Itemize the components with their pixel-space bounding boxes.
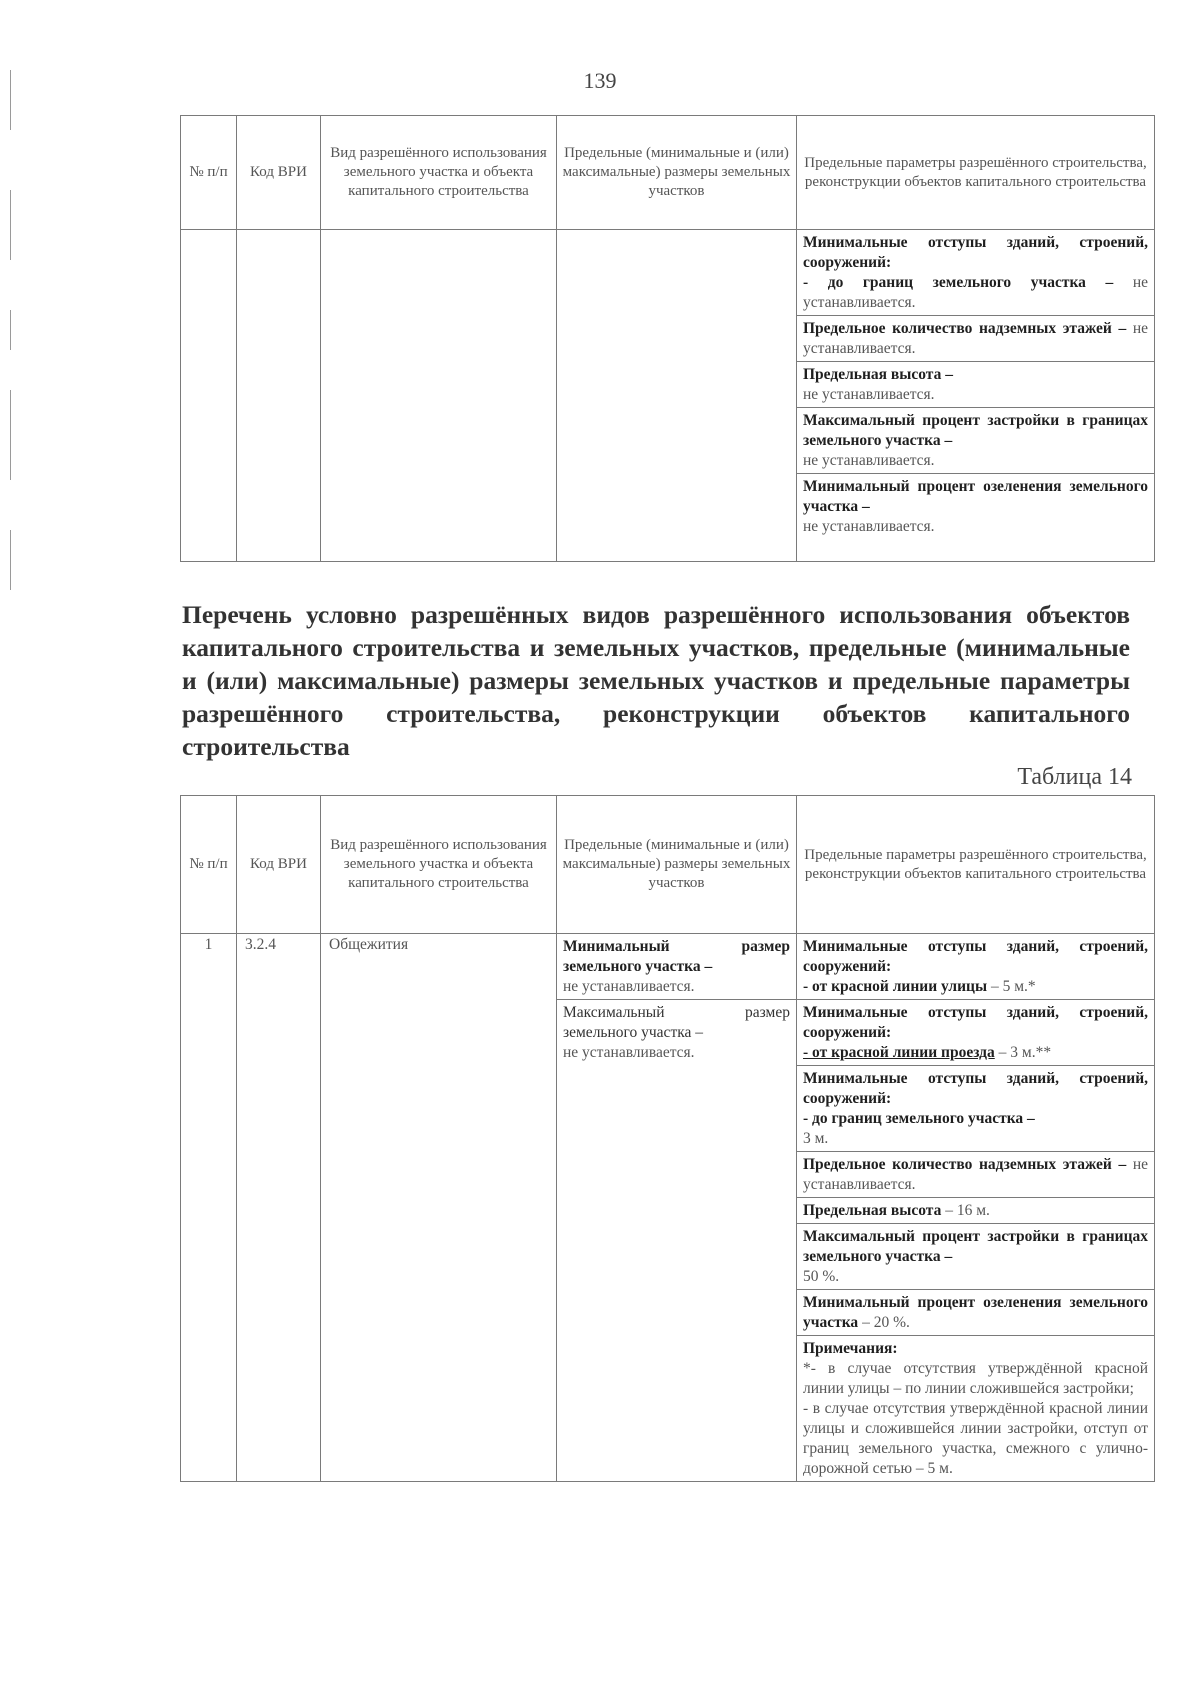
cell-use-empty [321, 230, 557, 562]
param-floors: Предельное количество надземных этажей – не устанавливается. [797, 1152, 1154, 1198]
header-params: Предельные параметры разрешённого строительства, реконструкции объектов капитального строительства [797, 796, 1155, 934]
table-number: Таблица 14 [1017, 764, 1132, 790]
row-number: 1 [204, 936, 213, 953]
cell-code-empty [237, 230, 321, 562]
param-min-greenery: Минимальный процент озеленения земельного участка – 20 %. [797, 1290, 1154, 1336]
table-row [181, 934, 1155, 1482]
cell-num-empty [181, 230, 237, 562]
header-plot-sizes: Предельные (минимальные и (или) максимальные) размеры земельных участков [557, 796, 797, 934]
param-min-greenery: Минимальный процент озеленения земельного участка – не устанавливается. [803, 478, 1148, 535]
notes [797, 1336, 1154, 1481]
note-2: - в случае отсутствия утверждённой красной линии улицы и сложившейся линии застройки, отступ от границ земельного участка, смежного с улично-дорожной сетью – 5 м. [803, 1400, 1148, 1477]
header-code: Код ВРИ [237, 796, 321, 934]
plot-sizes-cell [557, 934, 797, 1482]
param-setback-plot: Минимальные отступы зданий, строений, сооружений: - до границ земельного участка – 3 м. [797, 1066, 1154, 1152]
header-use: Вид разрешённого использования земельного участка и объекта капитального строительства [321, 796, 557, 934]
row-use: Общежития [329, 936, 409, 953]
header-num: № п/п [181, 116, 237, 230]
section-title: Перечень условно разрешённых видов разрешённого использования объектов капитального строительства и земельных участков, предельные (минимальные и (или) максимальные) размеры земельных участков и предельные параметры разрешённого строительства, реконструкции объектов капитального строительства [182, 600, 1130, 761]
continuation-table [180, 115, 1155, 562]
plot-max-size: Максимальный размер земельного участка – не устанавливается. [563, 1004, 790, 1061]
page-number: 139 [583, 68, 617, 93]
param-height: Предельная высота – 16 м. [797, 1198, 1154, 1224]
param-floors: Предельное количество надземных этажей – не устанавливается. [797, 316, 1154, 362]
params-cell [797, 934, 1155, 1482]
header-num: № п/п [181, 796, 237, 934]
plot-min-size: Минимальный размер земельного участка – не устанавливается. [557, 934, 796, 1000]
header-use: Вид разрешённого использования земельного участка и объекта капитального строительства [321, 116, 557, 230]
param-height: Предельная высота – не устанавливается. [797, 362, 1154, 408]
row-code: 3.2.4 [245, 936, 276, 953]
param-max-coverage: Максимальный процент застройки в границах земельного участка – 50 %. [797, 1224, 1154, 1290]
header-code: Код ВРИ [237, 116, 321, 230]
cell-plot-empty [557, 230, 797, 562]
params-cell [797, 230, 1155, 562]
param-setback-street: Минимальные отступы зданий, строений, сооружений: - от красной линии улицы – 5 м.* [797, 934, 1154, 1000]
notes-title: Примечания: [803, 1340, 898, 1357]
header-plot-sizes: Предельные (минимальные и (или) максимальные) размеры земельных участков [557, 116, 797, 230]
note-1: *- в случае отсутствия утверждённой красной линии улицы – по линии сложившейся застройки; [803, 1360, 1148, 1397]
param-max-coverage: Максимальный процент застройки в границах земельного участка – не устанавливается. [797, 408, 1154, 474]
param-setbacks: Минимальные отступы зданий, строений, сооружений: - до границ земельного участка – не устанавливается. [797, 230, 1154, 316]
table-14 [180, 795, 1155, 1482]
param-setback-driveway: Минимальные отступы зданий, строений, сооружений: - от красной линии проезда – 3 м.** [797, 1000, 1154, 1066]
header-params: Предельные параметры разрешённого строительства, реконструкции объектов капитального строительства [797, 116, 1155, 230]
scan-edge-marks [10, 60, 12, 620]
